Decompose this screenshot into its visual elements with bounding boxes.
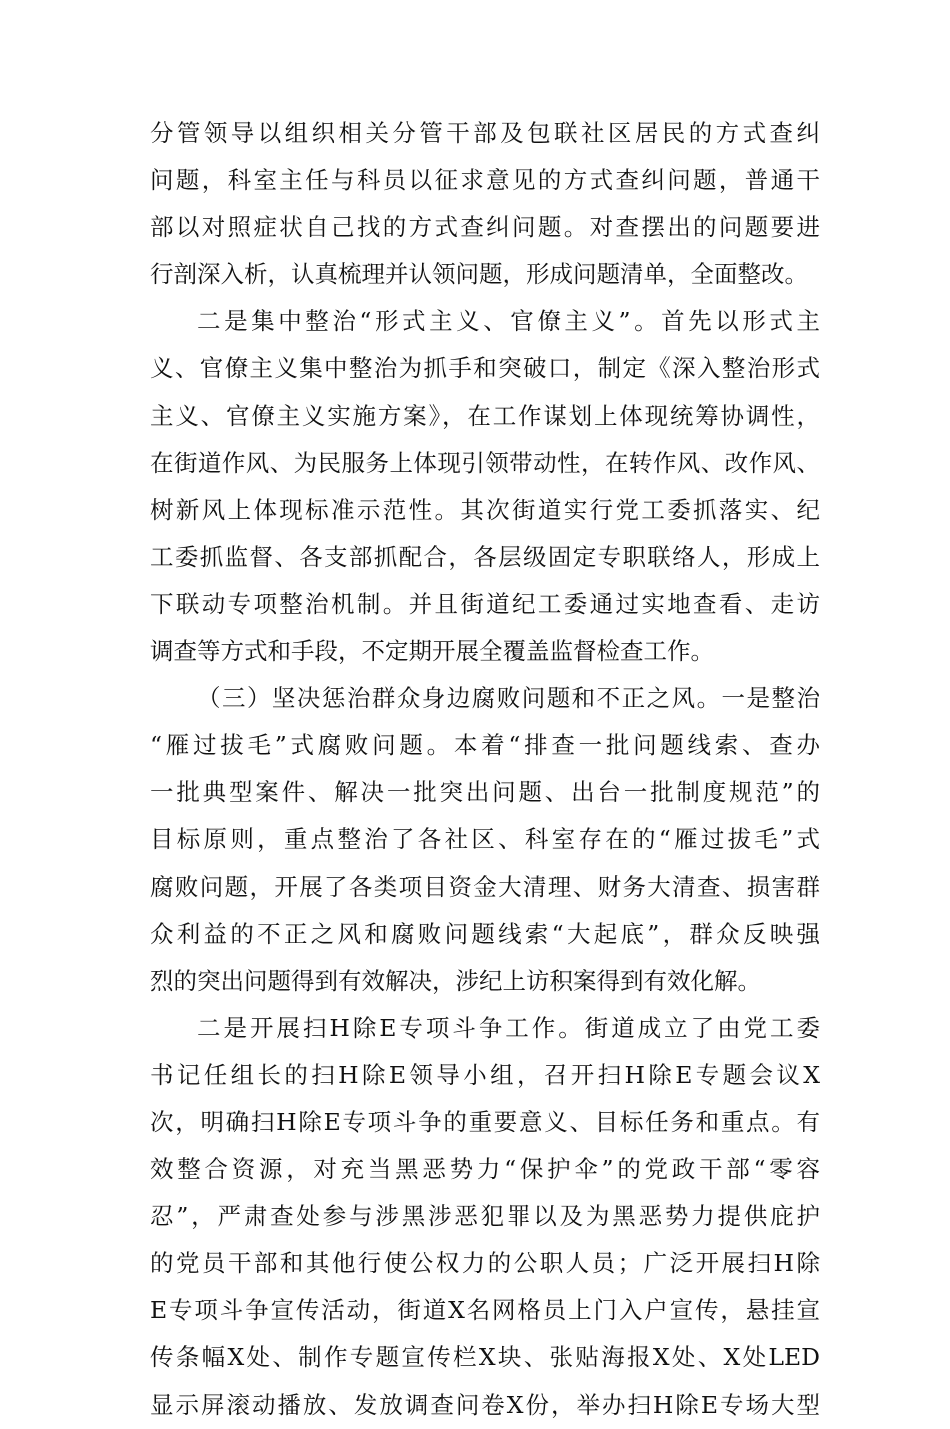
text-line: 烈的突出问题得到有效解决，涉纪上访积案得到有效化解。 — [150, 966, 761, 995]
text-line: 的党员干部和其他行使公权力的公职人员；广泛开展扫H除 — [150, 1249, 820, 1278]
text-line: 腐败问题，开展了各类项目资金大清理、财务大清查、损害群 — [150, 872, 820, 901]
text-line: “雁过拔毛”式腐败问题。本着“排查一批问题线索、查办 — [150, 731, 820, 760]
text-line: 目标原则，重点整治了各社区、科室存在的“雁过拔毛”式 — [150, 825, 820, 854]
text-line: 书记任组长的扫H除E领导小组，召开扫H除E专题会议X — [150, 1060, 820, 1089]
text-line: E专项斗争宣传活动，街道X名网格员上门入户宣传，悬挂宣 — [150, 1296, 820, 1325]
text-line: 下联动专项整治机制。并且街道纪工委通过实地查看、走访 — [150, 589, 820, 618]
text-line: 问题，科室主任与科员以征求意见的方式查纠问题，普通干 — [150, 166, 820, 195]
paragraph-start-line: （三）坚决惩治群众身边腐败问题和不正之风。一是整治 — [197, 684, 820, 713]
text-line: 工委抓监督、各支部抓配合，各层级固定专职联络人，形成上 — [150, 542, 820, 571]
text-line: 分管领导以组织相关分管干部及包联社区居民的方式查纠 — [150, 119, 820, 147]
text-line: 效整合资源，对充当黑恶势力“保护伞”的党政干部“零容 — [150, 1155, 820, 1184]
text-line: 众利益的不正之风和腐败问题线索“大起底”，群众反映强 — [150, 919, 820, 948]
text-line: 部以对照症状自己找的方式查纠问题。对查摆出的问题要进 — [150, 213, 820, 242]
body-text — [150, 110, 820, 1429]
text-line: 义、官僚主义集中整治为抓手和突破口，制定《深入整治形式 — [150, 354, 820, 383]
text-line: 传条幅X处、制作专题宣传栏X块、张贴海报X处、X处LED — [150, 1343, 820, 1372]
text-line: 一批典型案件、解决一批突出问题、出台一批制度规范”的 — [150, 778, 820, 807]
text-line: 行剖深入析，认真梳理并认领问题，形成问题清单，全面整改。 — [150, 260, 808, 289]
text-line: 显示屏滚动播放、发放调查问卷X份，举办扫H除E专场大型 — [150, 1390, 820, 1419]
text-line: 次，明确扫H除E专项斗争的重要意义、目标任务和重点。有 — [150, 1107, 820, 1136]
text-line: 在街道作风、为民服务上体现引领带动性，在转作风、改作风、 — [150, 448, 820, 477]
text-line: 主义、官僚主义实施方案》，在工作谋划上体现统筹协调性， — [150, 401, 820, 430]
text-line: 忍”，严肃查处参与涉黑涉恶犯罪以及为黑恶势力提供庇护 — [150, 1202, 820, 1231]
text-line: 调查等方式和手段，不定期开展全覆盖监督检查工作。 — [150, 637, 714, 666]
paragraph-start-line: 二是开展扫H除E专项斗争工作。街道成立了由党工委 — [197, 1013, 820, 1042]
text-line: 树新风上体现标准示范性。其次街道实行党工委抓落实、纪 — [150, 495, 820, 524]
paragraph-start-line: 二是集中整治“形式主义、官僚主义”。首先以形式主 — [197, 307, 820, 336]
